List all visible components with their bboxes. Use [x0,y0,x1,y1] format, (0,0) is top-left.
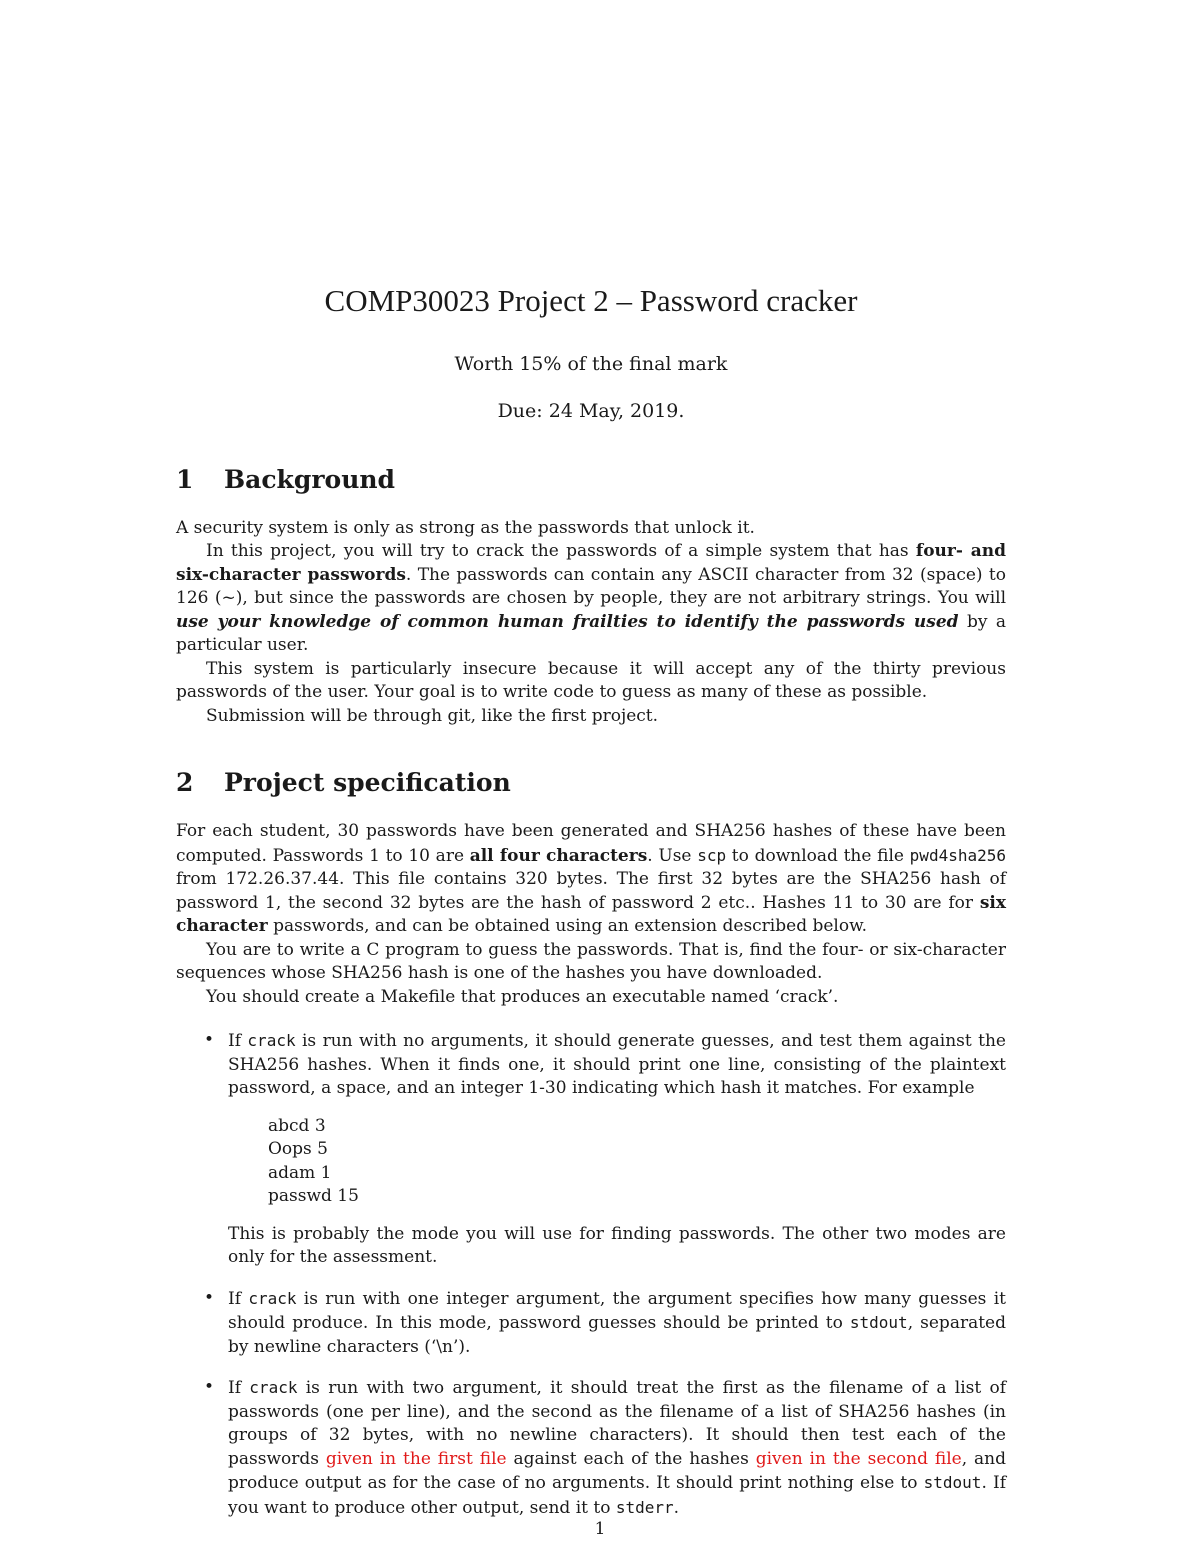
page-number: 1 [594,1519,606,1539]
highlighted-text: given in the second file [755,1448,962,1469]
text-run: . Use [647,845,698,866]
paragraph [176,820,1006,939]
code-text: stderr [615,1497,674,1517]
paragraph: Submission will be through git, like the first project. [206,705,659,726]
text-run: In this project, you will try to crack the passwords of a simple system that has [206,541,916,562]
bold-italic-text: use your knowledge of common human frailties to identify the passwords used [176,611,959,632]
text-run: If [228,1288,249,1309]
code-text: stdout [923,1473,982,1493]
section-number: 1 [176,464,194,494]
paragraph [228,1287,1006,1360]
text-run: If [228,1031,248,1052]
code-text: crack [248,1288,297,1308]
mode-list [176,1029,1006,1520]
example-line: Oops 5 [268,1139,328,1160]
bullet-icon: • [204,1377,215,1398]
section-title: Project specification [224,768,511,798]
code-text: pwd4sha256 [909,845,1006,865]
paragraph: This system is particularly insecure because it will accept any of the thirty previous passwords of the user. Your goal is to write code to guess as many of these as possible. [176,658,1006,703]
text-run: from 172.26.37.44. This file contains 320 bytes. The first 32 bytes are the SHA256 hash of password 1, the second 32 bytes are the hash of password 2 etc.. Hashes 11 to 30 are for [176,869,1006,913]
paragraph: You should create a Makefile that produces an executable named ‘crack’. [206,986,839,1007]
code-text: stdout [849,1313,908,1333]
section-heading-background [176,465,1006,495]
section-title: Background [224,464,396,494]
paragraph [176,540,1006,658]
text-run: passwords, and can be obtained using an extension described below. [267,916,868,937]
paragraph [228,1029,1006,1101]
example-line: passwd 15 [268,1186,359,1207]
text-run: by a particular user. [176,611,1006,656]
worth-line: Worth 15% of the final mark [454,353,728,376]
paragraph: You are to write a C program to guess the passwords. That is, find the four- or six-character sequences whose SHA256 hash is one of the hashes you have downloaded. [176,939,1006,984]
text-column [176,282,1006,1537]
code-text: scp [697,845,727,865]
highlighted-text: given in the first file [325,1448,507,1469]
paragraph [228,1376,1006,1520]
text-run: against each of the hashes [506,1448,756,1469]
bold-text: four- and six-character passwords [176,541,1006,585]
text-run: For each student, 30 passwords have been generated and SHA256 hashes of these have been computed. Passwords 1 to 10 are [176,821,1006,866]
example-line: adam 1 [268,1162,332,1183]
section-heading-specification [176,768,1006,798]
text-run: is run with no arguments, it should generate guesses, and test them against the SHA256 hashes. When it finds one, it should print one line, consisting of the plaintext password, a space, and an integer 1-30 indicating which hash it matches. For example [228,1031,1006,1099]
bold-text: all four characters [469,845,648,866]
document-title: COMP30023 Project 2 – Password cracker [324,283,858,318]
text-run: to download the file [726,845,910,866]
text-run: . [673,1497,680,1518]
text-run: If [228,1378,250,1399]
text-run: . If you want to produce other output, send it to [228,1473,1006,1518]
bold-text: six character [176,892,1006,937]
list-item [204,1029,1006,1270]
code-text: crack [247,1031,296,1051]
list-item [204,1376,1007,1520]
list-item [204,1287,1006,1360]
due-date: Due: 24 May, 2019. [497,399,685,422]
paragraph: This is probably the mode you will use for finding passwords. The other two modes are only for the assessment. [228,1223,1006,1268]
text-run: , and produce output as for the case of no arguments. It should print nothing else to [228,1448,1007,1494]
text-run: is run with two argument, it should treat the first as the filename of a list of passwords (one per line), and the second as the filename of a list of SHA256 hashes (in groups of 32 bytes, with no newline characters). It should then test each of the passwords [228,1378,1006,1469]
paragraph: A security system is only as strong as the passwords that unlock it. [176,517,755,538]
text-run: , separated by newline characters (‘\n’). [228,1313,1006,1357]
example-line: abcd 3 [268,1115,326,1136]
bullet-icon: • [204,1030,215,1051]
text-run: . The passwords can contain any ASCII character from 32 (space) to 126 (~), but since the passwords are chosen by people, they are not arbitrary strings. You will [176,564,1006,609]
example-output [268,1115,1006,1209]
bullet-icon: • [204,1287,215,1308]
code-text: crack [249,1378,298,1398]
section-number: 2 [176,768,194,798]
text-run: is run with one integer argument, the argument specifies how many guesses it should produce. In this mode, password guesses should be printed to [228,1288,1006,1334]
